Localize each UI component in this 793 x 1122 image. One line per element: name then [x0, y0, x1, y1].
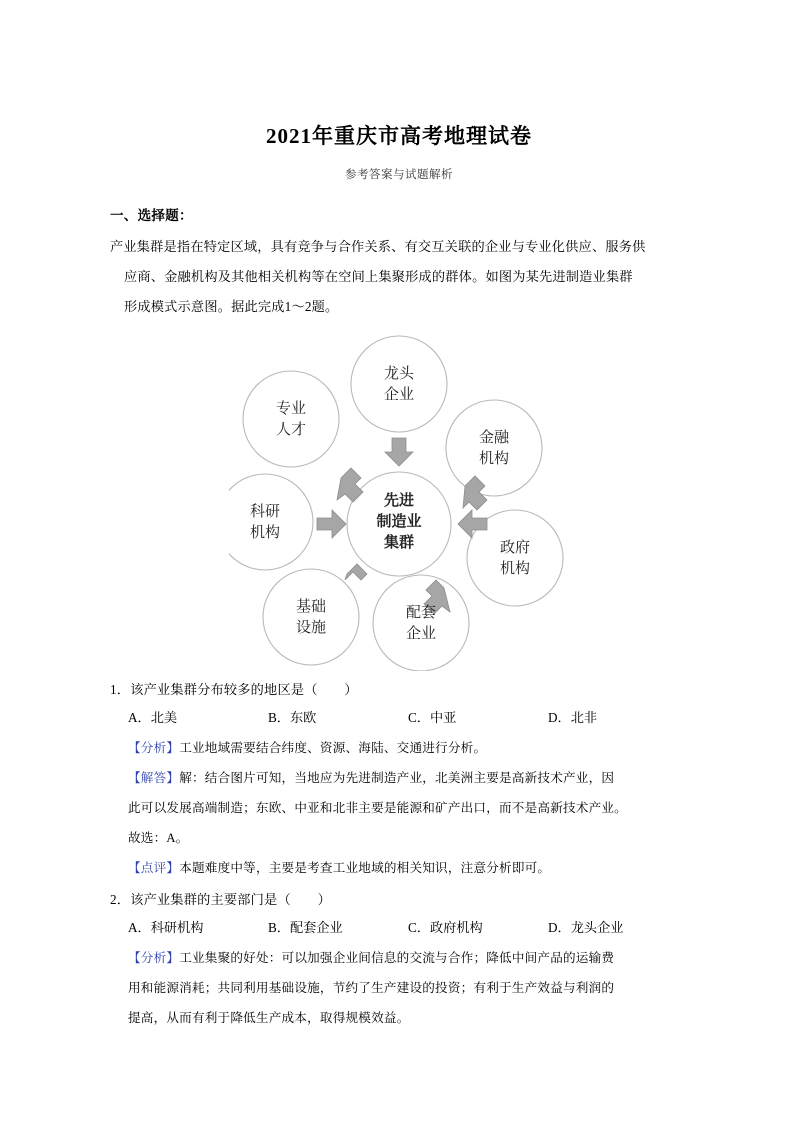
- stem-line-2: 应商、金融机构及其他相关机构等在空间上集聚形成的群体。如图为某先进制造业集群: [124, 269, 633, 284]
- question-1-option-d[interactable]: D．北非: [548, 710, 598, 725]
- question-2-option-d[interactable]: D．龙头企业: [548, 920, 624, 935]
- node-circle-supporting: [373, 575, 469, 671]
- node-label-supporting-line2: 企业: [405, 625, 437, 642]
- node-label-infrastructure-line2: 设施: [295, 619, 327, 636]
- industry-cluster-diagram: [229, 326, 569, 671]
- comment-text: 本题难度中等，主要是考查工业地域的相关知识，注意分析即可。: [179, 861, 551, 875]
- document-body: [110, 120, 688, 1031]
- center-label-line3: 集群: [383, 534, 415, 551]
- node-circle-infrastructure: [263, 569, 359, 665]
- analysis-tag: 【分析】: [128, 741, 180, 755]
- node-label-leader-line1: 龙头: [383, 365, 415, 382]
- arrow-down-leader: [385, 438, 413, 466]
- node-circle-leader: [351, 336, 447, 432]
- node-label-research-line1: 科研: [249, 503, 281, 520]
- node-label-supporting-line1: 配套: [405, 604, 437, 621]
- node-circle-research: [229, 474, 313, 570]
- arrow-diagonal-infrastructure: [345, 564, 367, 580]
- section-heading: 一、选择题：: [110, 208, 193, 223]
- node-circle-talent: [243, 371, 339, 467]
- question-2-option-c[interactable]: C．政府机构: [408, 920, 483, 935]
- question-2-text: [110, 887, 688, 913]
- question-1-number: 1．: [110, 682, 131, 697]
- center-label-line1: 先进: [383, 492, 415, 509]
- node-label-infrastructure-line1: 基础: [295, 598, 327, 615]
- node-label-finance-line2: 机构: [478, 450, 510, 467]
- question-2-analysis-line-2: 用和能源消耗；共同利用基础设施，节约了生产建设的投资；有利于生产效益与利润的: [128, 981, 615, 995]
- comment-tag: 【点评】: [128, 861, 180, 875]
- question-1-solution: [110, 766, 688, 791]
- node-label-research-line2: 机构: [249, 524, 281, 541]
- question-1-text: [110, 677, 688, 703]
- analysis-text: 工业地域需要结合纬度、资源、海陆、交通进行分析。: [179, 741, 487, 755]
- question-1-analysis: [110, 736, 688, 761]
- question-1-option-a[interactable]: A．北美: [128, 710, 178, 725]
- node-circle-finance: [446, 400, 542, 496]
- analysis-tag: 【分析】: [128, 951, 180, 965]
- node-label-finance-line1: 金融: [478, 429, 510, 446]
- question-2-option-a[interactable]: A．科研机构: [128, 920, 204, 935]
- center-label-line2: 制造业: [376, 513, 422, 530]
- question-1-options: [110, 705, 688, 731]
- question-2-body: 该产业集群的主要部门是（ ）: [130, 892, 331, 907]
- question-2-analysis: [110, 946, 688, 971]
- node-label-talent-line2: 人才: [275, 421, 307, 438]
- analysis-text-line-1: 工业集聚的好处：可以加强企业间信息的交流与合作；降低中间产品的运输费: [179, 951, 615, 965]
- solution-tag: 【解答】: [128, 771, 180, 785]
- question-2-options: [110, 915, 688, 941]
- question-1-option-b[interactable]: B．东欧: [268, 710, 317, 725]
- question-1-body: 该产业集群分布较多的地区是（ ）: [130, 682, 358, 697]
- question-1-comment: [110, 856, 688, 881]
- page-title: 2021年重庆市高考地理试卷: [266, 124, 532, 148]
- arrow-right-research: [317, 510, 346, 538]
- solution-text-line-1: 解：结合图片可知，当地应为先进制造产业，北美洲主要是高新技术产业，因: [179, 771, 615, 785]
- node-label-government-line1: 政府: [499, 539, 531, 556]
- question-1-solution-line-2: 此可以发展高端制造；东欧、中亚和北非主要是能源和矿产出口，而不是高新技术产业。: [128, 801, 627, 815]
- question-2-analysis-line-3: 提高，从而有利于降低生产成本，取得规模效益。: [128, 1011, 410, 1025]
- question-1-option-c[interactable]: C．中亚: [408, 710, 457, 725]
- node-label-talent-line1: 专业: [275, 400, 307, 417]
- question-2-number: 2．: [110, 892, 131, 907]
- document-subtitle: 参考答案与试题解析: [345, 169, 453, 181]
- node-label-leader-line2: 企业: [383, 386, 415, 403]
- stem-line-1: 产业集群是指在特定区域，具有竞争与合作关系、有交互关联的企业与专业化供应、服务供: [110, 239, 646, 254]
- question-2-option-b[interactable]: B．配套企业: [268, 920, 343, 935]
- question-1-solution-line-3: 故选：A。: [128, 831, 189, 845]
- node-label-government-line2: 机构: [499, 560, 531, 577]
- stem-line-3: 形成模式示意图。据此完成1～2题。: [124, 299, 339, 314]
